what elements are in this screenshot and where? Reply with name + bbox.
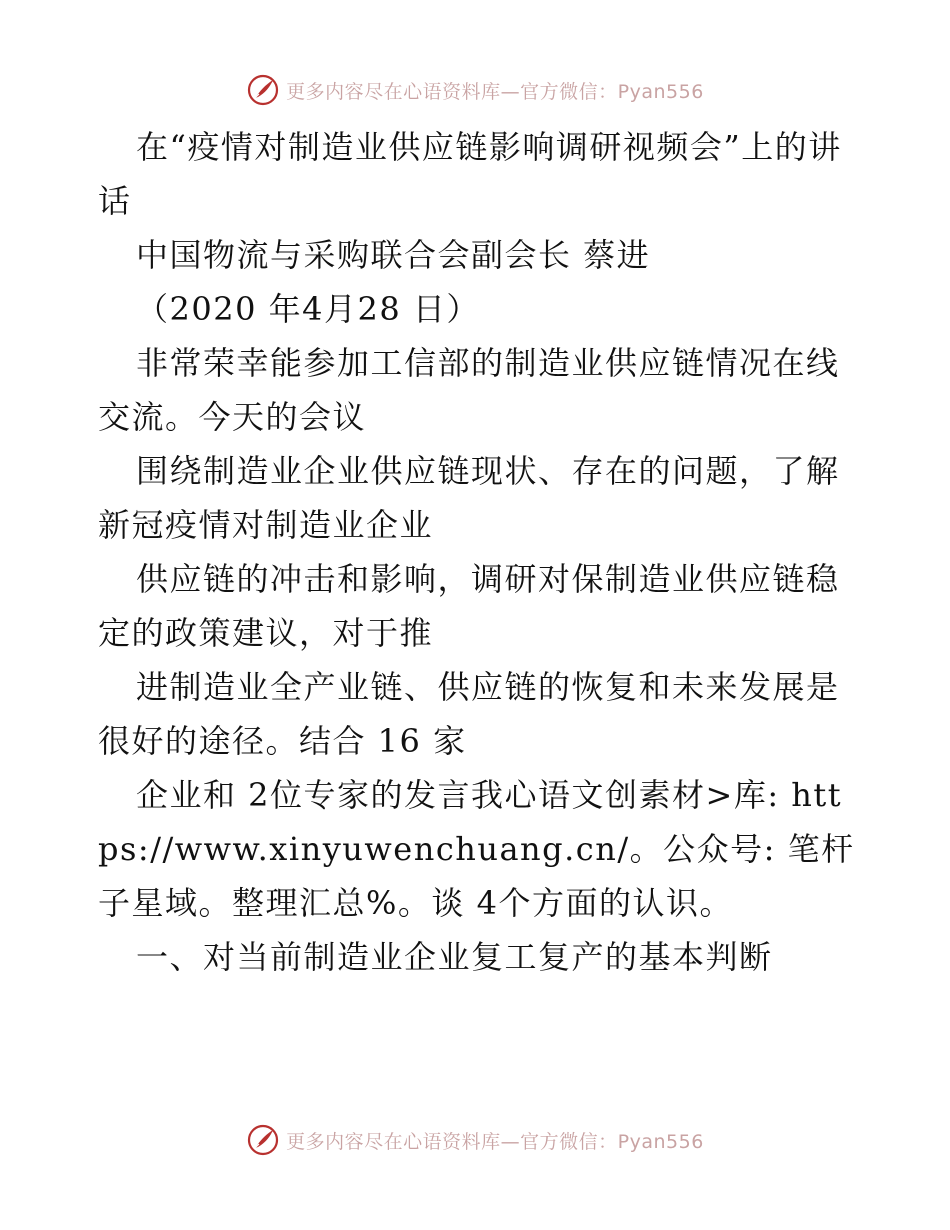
document-body xyxy=(98,120,858,984)
body-paragraph: 进制造业全产业链、供应链的恢复和未来发展是很好的途径。结合 16 家 xyxy=(98,668,840,760)
body-paragraph: 非常荣幸能参加工信部的制造业供应链情况在线交流。今天的会议 xyxy=(98,344,840,436)
header-watermark xyxy=(0,70,950,110)
watermark-text: 更多内容尽在心语资料库—官方微信：Pyan556 xyxy=(286,80,704,103)
quill-pen-icon xyxy=(246,1123,280,1157)
watermark-text: 更多内容尽在心语资料库—官方微信：Pyan556 xyxy=(286,1130,704,1153)
body-paragraph: 供应链的冲击和影响，调研对保制造业供应链稳定的政策建议，对于推 xyxy=(98,560,840,652)
speaker-line: 中国物流与采购联合会副会长 蔡进 xyxy=(136,236,651,274)
document-title: 在“疫情对制造业供应链影响调研视频会”上的讲话 xyxy=(98,128,842,220)
date-line: （2020 年4月28 日） xyxy=(136,290,480,328)
footer-watermark xyxy=(0,1120,950,1160)
body-paragraph: 围绕制造业企业供应链现状、存在的问题，了解新冠疫情对制造业企业 xyxy=(98,452,840,544)
quill-pen-icon xyxy=(246,73,280,107)
body-paragraph: 企业和 2位专家的发言我心语文创素材>库: https://www.xinyuwenchuang.cn/。公众号: 笔杆子星域。整理汇总%。谈 4个方面的认识。 xyxy=(98,776,855,922)
section-heading: 一、对当前制造业企业复工复产的基本判断 xyxy=(136,938,773,976)
